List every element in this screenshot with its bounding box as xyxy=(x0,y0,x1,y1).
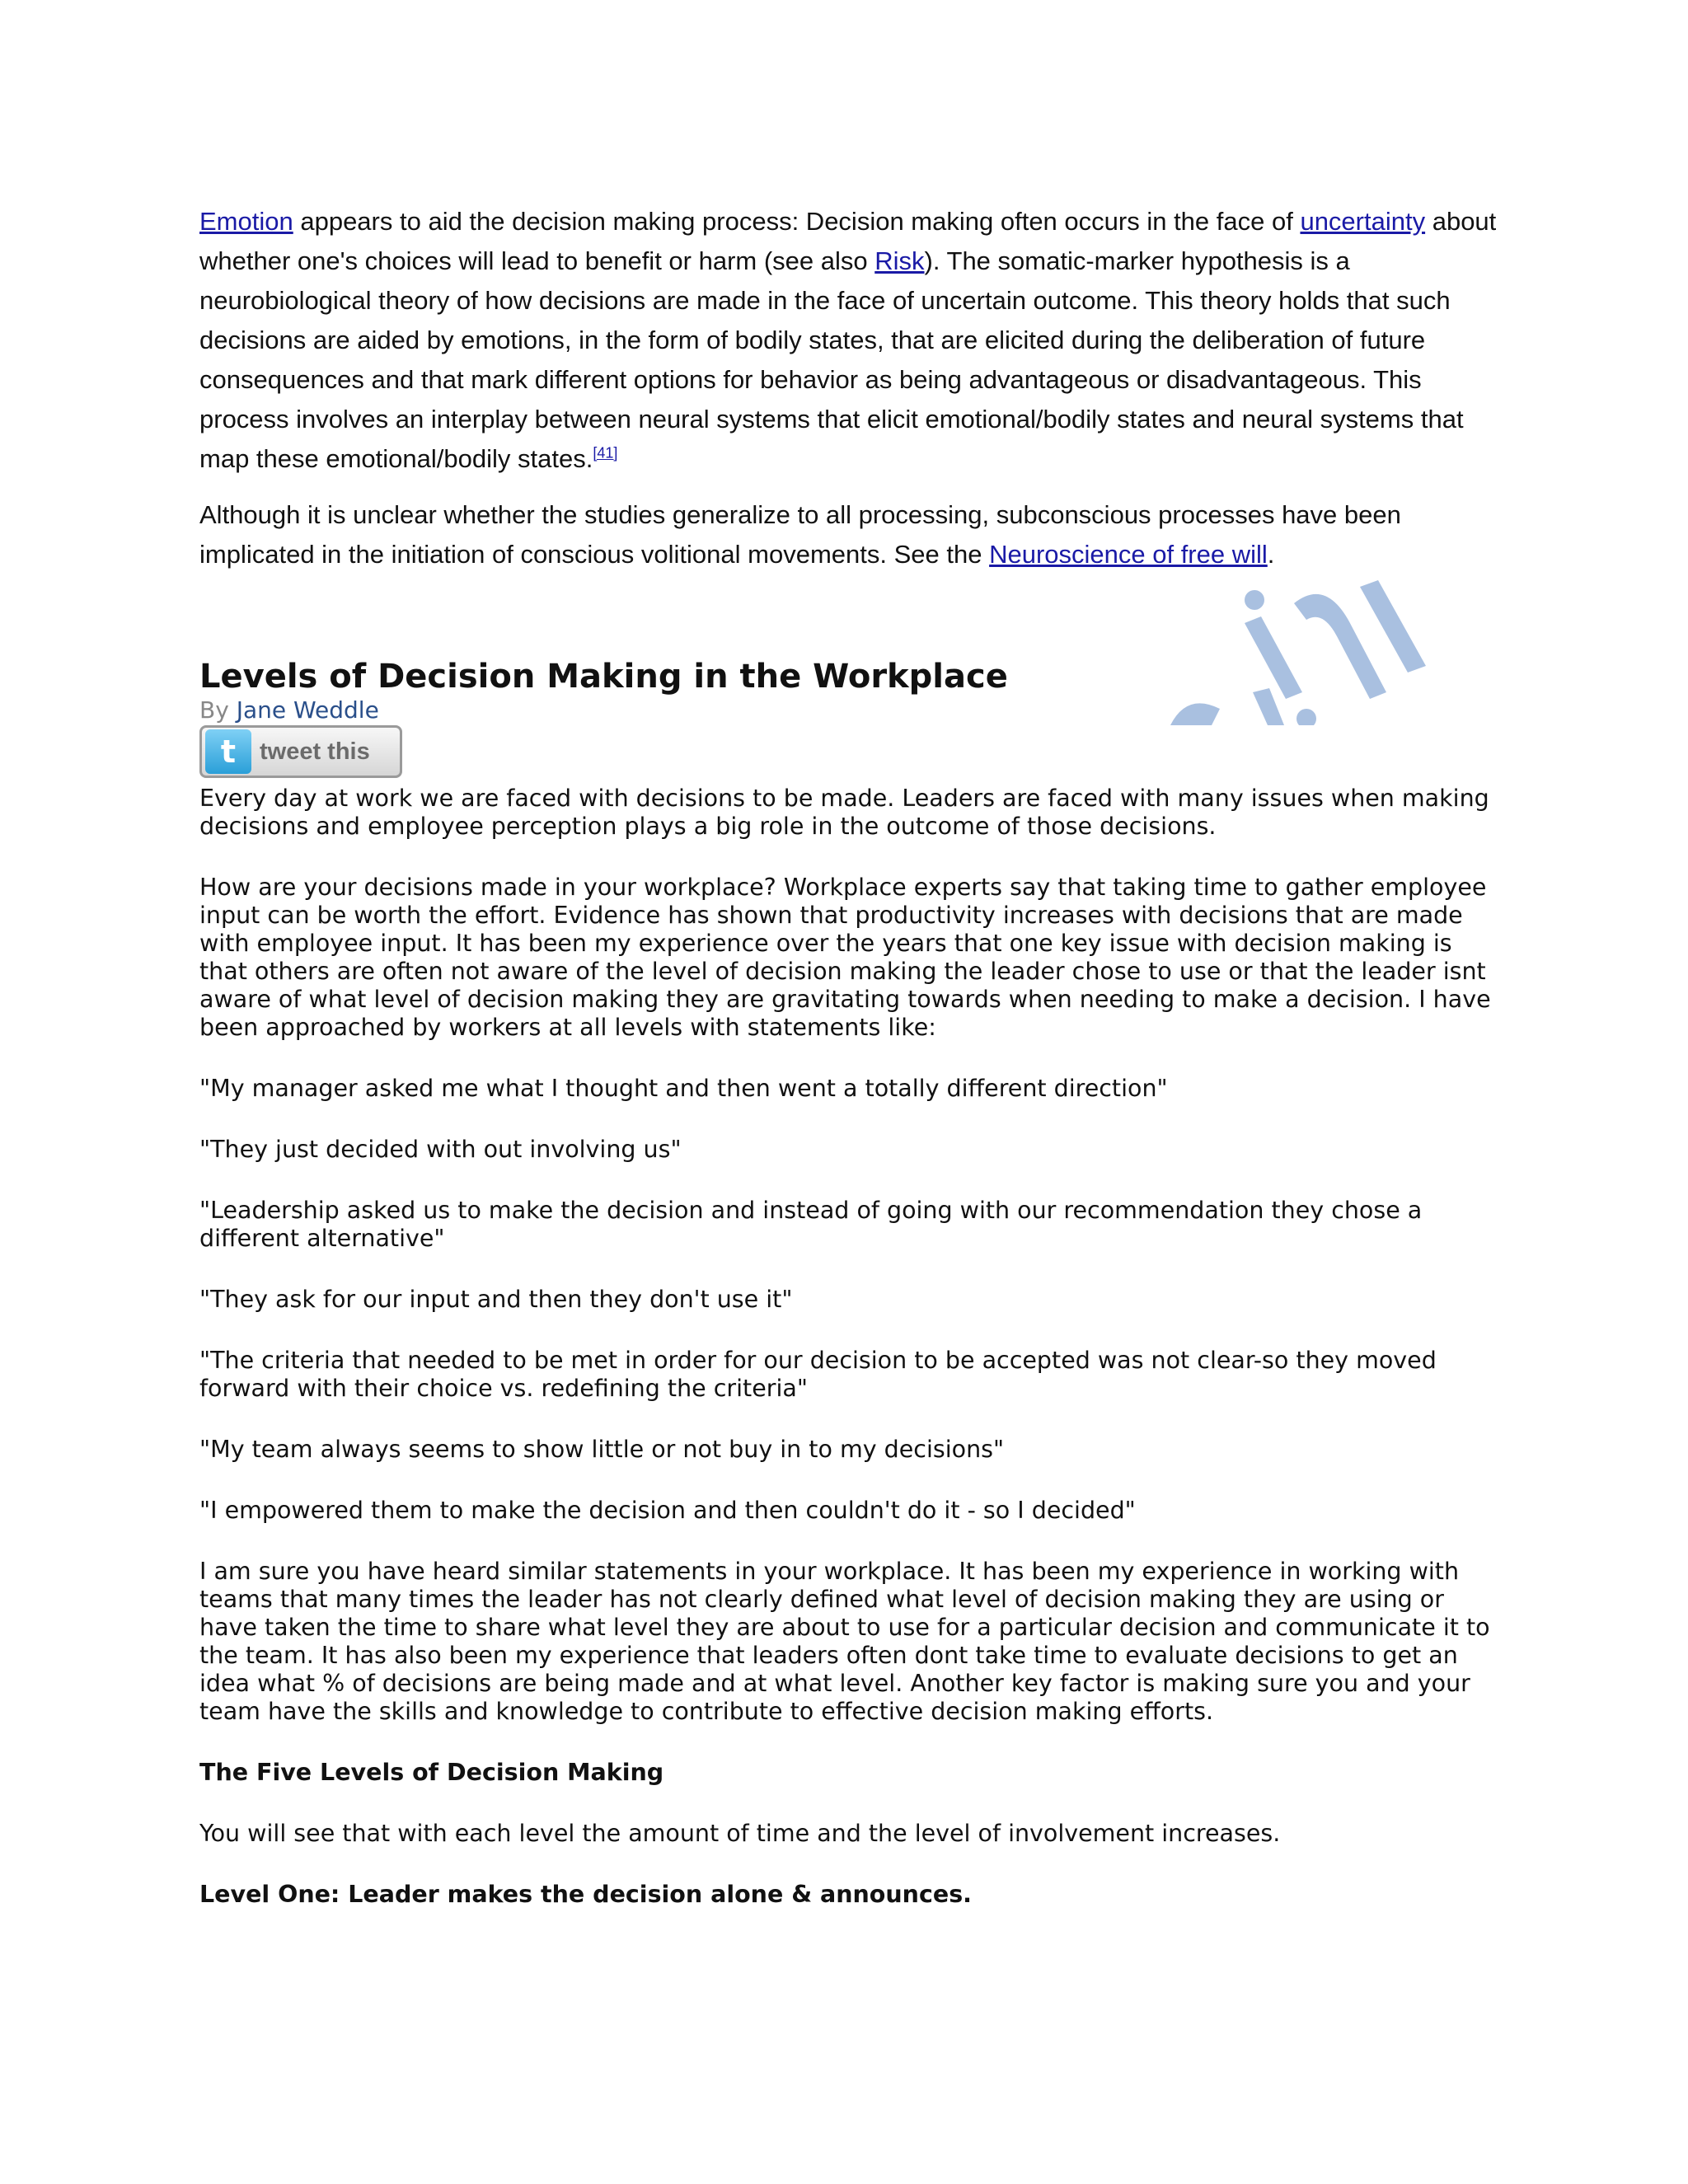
article-quote: "The criteria that needed to be met in order for our decision to be accepted was not clear-so they moved forward with their choice vs. redefining the criteria" xyxy=(199,1347,1437,1402)
tweet-button-label: tweet this xyxy=(260,738,370,765)
article-quote: "My team always seems to show little or not buy in to my decisions" xyxy=(199,1436,1005,1463)
level-one-heading: Level One: Leader makes the decision alone & announces. xyxy=(199,1881,972,1908)
byline-prefix: By xyxy=(199,696,237,724)
watermark-shape xyxy=(1162,569,1459,725)
wiki-text: . xyxy=(1267,540,1275,569)
document-page xyxy=(199,202,1502,1908)
watermark-stroke xyxy=(1245,616,1302,699)
wiki-text: about whether one's choices will lead to benefit or harm (see also xyxy=(199,207,1497,275)
twitter-bird-icon: t xyxy=(205,729,251,774)
uncertainty-link[interactable]: uncertainty xyxy=(1300,207,1426,236)
section-heading: The Five Levels of Decision Making xyxy=(199,1759,664,1786)
article-quote: "They ask for our input and then they don't use it" xyxy=(199,1286,793,1313)
tweet-this-button[interactable] xyxy=(199,725,402,778)
article-paragraph: Every day at work we are faced with decisions to be made. Leaders are faced with many issues when making decisions and employee perception plays a big role in the outcome of those decisions. xyxy=(199,785,1489,840)
watermark-graphic xyxy=(1162,569,1459,725)
citation-link[interactable]: [41] xyxy=(593,444,618,462)
wiki-text: ). The somatic-marker hypothesis is a neurobiological theory of how decisions are made in the face of uncertain outcome. This theory holds that such decisions are aided by emotions, in the form of bodily states, that are elicited during the deliberation of future consequences and that mark different options for behavior as being advantageous or disadvantageous. This process involves an interplay between neural systems that elicit emotional/bodily states and neural systems that map these emotional/bodily states. xyxy=(199,246,1464,473)
article-quote: "Leadership asked us to make the decision and instead of going with our recommendation they chose a different alternative" xyxy=(199,1197,1423,1252)
watermark-stroke xyxy=(1170,703,1220,725)
emotion-link[interactable]: Emotion xyxy=(199,207,293,236)
article-quote: "They just decided with out involving us" xyxy=(199,1136,682,1163)
article-title: Levels of Decision Making in the Workplace xyxy=(199,658,1008,696)
article-body xyxy=(199,785,1502,1942)
article-quote: "My manager asked me what I thought and then went a totally different direction" xyxy=(199,1075,1168,1102)
wiki-text: Although it is unclear whether the studies generalize to all processing, subconscious processes have been implicated in the initiation of conscious volitional movements. See the xyxy=(199,500,1401,569)
wiki-paragraph-free-will xyxy=(199,495,1502,574)
watermark-strokes xyxy=(1170,580,1426,725)
byline xyxy=(199,696,379,724)
watermark-stroke xyxy=(1294,594,1386,699)
section-intro: You will see that with each level the amount of time and the level of involvement increases. xyxy=(199,1820,1281,1847)
wiki-text: appears to aid the decision making process: Decision making often occurs in the face of xyxy=(293,207,1301,236)
author-link[interactable]: Jane Weddle xyxy=(236,696,379,724)
watermark-dot xyxy=(1296,709,1316,725)
risk-link[interactable]: Risk xyxy=(874,246,925,275)
watermark-stroke xyxy=(1360,580,1426,673)
free-will-link[interactable]: Neuroscience of free will xyxy=(989,540,1268,569)
article-paragraph: How are your decisions made in your workplace? Workplace experts say that taking time to gather employee input can be worth the effort. Evidence has shown that productivity increases with decisions that are made with employee input. It has been my experience over the years that one key issue with decision making is that others are often not aware of the level of decision making the leader chose to use or that the leader isnt aware of what level of decision making they are gravitating towards when needing to make a decision. I have been approached by workers at all levels with statements like: xyxy=(199,874,1491,1041)
article-paragraph: I am sure you have heard similar statements in your workplace. It has been my experience in working with teams that many times the leader has not clearly defined what level of decision making they are using or have taken the time to share what level they are about to use for a particular decision and communicate it to the team. It has also been my experience that leaders often dont take time to evaluate decisions to get an idea what % of decisions are being made and at what level. Another key factor is making sure you and your team have the skills and knowledge to contribute to effective decision making efforts. xyxy=(199,1558,1490,1725)
article-quote: "I empowered them to make the decision and then couldn't do it - so I decided" xyxy=(199,1497,1136,1524)
watermark-dot xyxy=(1245,590,1264,610)
wiki-paragraph-emotion xyxy=(199,202,1502,479)
watermark-stroke xyxy=(1253,688,1284,725)
